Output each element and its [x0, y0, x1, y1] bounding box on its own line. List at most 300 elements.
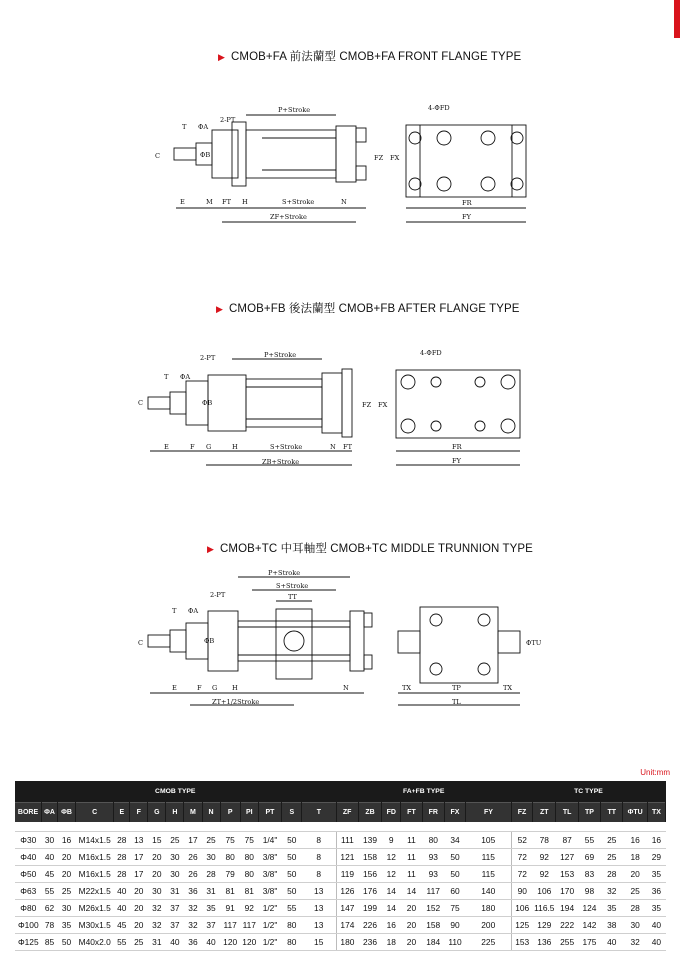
fb-t: T: [164, 373, 169, 381]
table-cell: 153: [511, 934, 532, 951]
section-title-fa: [218, 48, 521, 64]
table-cell: 18: [382, 934, 401, 951]
table-cell: 158: [422, 917, 444, 934]
table-cell: 180: [466, 900, 512, 917]
table-cell: 147: [336, 900, 358, 917]
column-header: FX: [444, 803, 465, 823]
table-cell: 25: [623, 883, 647, 900]
tc-p-stroke: P+Stroke: [268, 569, 301, 577]
table-cell: 13: [130, 832, 148, 849]
tc-zt: ZT+1/2Stroke: [212, 698, 260, 706]
fb-phia: ΦA: [180, 373, 191, 381]
table-cell: 79: [220, 866, 240, 883]
table-cell: 13: [302, 883, 336, 900]
fb-fr: FR: [452, 443, 462, 451]
column-header-row: [15, 803, 666, 823]
drawing-fb: [0, 345, 680, 475]
table-cell: 80: [282, 917, 302, 934]
table-spacer-row: [15, 822, 666, 832]
table-cell: 69: [578, 849, 600, 866]
tc-c: C: [138, 639, 144, 647]
table-cell: 30: [623, 917, 647, 934]
table-cell: 75: [220, 832, 240, 849]
table-cell: 120: [240, 934, 258, 951]
table-cell: 115: [466, 866, 512, 883]
column-header: F: [130, 803, 148, 823]
spec-table: [15, 781, 666, 951]
table-cell: 40: [647, 934, 665, 951]
table-cell: 75: [240, 832, 258, 849]
column-header: H: [166, 803, 184, 823]
fb-n: N: [330, 443, 336, 451]
column-header: TX: [647, 803, 665, 823]
table-cell: 20: [148, 849, 166, 866]
tc-s-stroke: S+Stroke: [276, 582, 309, 590]
table-cell: 20: [401, 917, 422, 934]
column-header: FZ: [511, 803, 532, 823]
table-cell: 28: [623, 900, 647, 917]
table-cell: 50: [444, 849, 465, 866]
table-cell: 30: [58, 900, 76, 917]
fb-fz: FZ: [362, 401, 372, 409]
table-cell: 15: [148, 832, 166, 849]
column-header: PI: [240, 803, 258, 823]
table-cell: Φ40: [15, 849, 42, 866]
table-cell: 20: [401, 934, 422, 951]
drawing-fa: [0, 95, 680, 235]
section-arrow-icon: ▶: [218, 52, 226, 62]
table-cell: 174: [336, 917, 358, 934]
table-cell: 80: [240, 849, 258, 866]
table-cell: 55: [578, 832, 600, 849]
table-cell: 13: [302, 900, 336, 917]
table-row: [15, 866, 666, 883]
table-cell: 125: [511, 917, 532, 934]
table-cell: 36: [647, 883, 665, 900]
fa-c: C: [155, 152, 161, 160]
table-cell: 1/2": [258, 934, 281, 951]
table-cell: 50: [58, 934, 76, 951]
fb-ft: FT: [343, 443, 352, 451]
table-cell: 105: [466, 832, 512, 849]
fb-g: G: [206, 443, 212, 451]
table-cell: 81: [240, 883, 258, 900]
table-cell: 180: [336, 934, 358, 951]
table-cell: 106: [533, 883, 556, 900]
table-cell: 80: [240, 866, 258, 883]
table-cell: 50: [444, 866, 465, 883]
table-cell: 40: [42, 849, 58, 866]
table-cell: 55: [42, 883, 58, 900]
table-cell: 40: [114, 900, 130, 917]
table-cell: 50: [282, 883, 302, 900]
section-arrow-icon: ▶: [207, 544, 215, 554]
fa-fx: FX: [390, 154, 400, 162]
table-cell: 20: [130, 917, 148, 934]
table-cell: 194: [556, 900, 578, 917]
column-header: ZT: [533, 803, 556, 823]
column-header: E: [114, 803, 130, 823]
fa-fy: FY: [462, 213, 471, 221]
table-cell: 78: [533, 832, 556, 849]
table-cell: 117: [220, 917, 240, 934]
drawing-tc: [0, 565, 680, 715]
table-cell: 37: [166, 900, 184, 917]
tc-t: T: [172, 607, 177, 615]
table-cell: 72: [511, 849, 532, 866]
table-cell: 17: [130, 866, 148, 883]
fa-m: M: [206, 198, 213, 206]
table-cell: 28: [202, 866, 220, 883]
table-cell: 28: [114, 832, 130, 849]
table-cell: 120: [220, 934, 240, 951]
table-cell: 9: [382, 832, 401, 849]
column-header: FT: [401, 803, 422, 823]
fb-4fd: 4-ΦFD: [420, 349, 442, 357]
table-cell: 80: [422, 832, 444, 849]
table-row: [15, 917, 666, 934]
table-cell: 45: [42, 866, 58, 883]
table-cell: 55: [114, 934, 130, 951]
table-cell: 1/4": [258, 832, 281, 849]
fa-n: N: [341, 198, 347, 206]
column-header: FR: [422, 803, 444, 823]
column-header: FD: [382, 803, 401, 823]
table-cell: 110: [444, 934, 465, 951]
table-cell: 93: [422, 866, 444, 883]
table-cell: 92: [533, 866, 556, 883]
column-header: BORE: [15, 803, 42, 823]
table-cell: 80: [282, 934, 302, 951]
column-header: ZB: [358, 803, 381, 823]
fb-phib: ΦB: [202, 399, 213, 407]
fa-h: H: [242, 198, 248, 206]
table-cell: 136: [533, 934, 556, 951]
table-cell: 26: [184, 866, 202, 883]
table-cell: 225: [466, 934, 512, 951]
column-header: G: [148, 803, 166, 823]
table-cell: 35: [647, 866, 665, 883]
table-cell: 92: [533, 849, 556, 866]
table-cell: 140: [466, 883, 512, 900]
fb-c: C: [138, 399, 144, 407]
table-cell: 28: [114, 866, 130, 883]
table-cell: 25: [202, 832, 220, 849]
column-header: FY: [466, 803, 512, 823]
column-header: ZF: [336, 803, 358, 823]
table-cell: 81: [220, 883, 240, 900]
table-cell: 75: [444, 900, 465, 917]
section-title-tc: [207, 540, 533, 556]
table-cell: 1/2": [258, 917, 281, 934]
tc-tt: TT: [288, 593, 297, 601]
column-header: ΦB: [58, 803, 76, 823]
tc-tx-left: TX: [402, 684, 412, 692]
table-cell: 14: [401, 883, 422, 900]
table-cell: 20: [148, 866, 166, 883]
table-cell: 20: [58, 866, 76, 883]
fa-2pt: 2-PT: [220, 116, 236, 124]
tc-phib: ΦB: [204, 637, 215, 645]
fb-p-stroke: P+Stroke: [264, 351, 297, 359]
table-cell: 12: [382, 866, 401, 883]
table-row: [15, 832, 666, 849]
table-cell: 35: [58, 917, 76, 934]
table-cell: 55: [282, 900, 302, 917]
table-cell: 17: [184, 832, 202, 849]
section-title-fb: [216, 300, 520, 316]
table-cell: Φ50: [15, 866, 42, 883]
table-cell: 40: [202, 934, 220, 951]
fb-e: E: [164, 443, 169, 451]
table-cell: 30: [148, 883, 166, 900]
table-cell: 31: [166, 883, 184, 900]
table-cell: 14: [382, 900, 401, 917]
table-cell: 153: [556, 866, 578, 883]
table-cell: 12: [382, 849, 401, 866]
table-cell: 30: [42, 832, 58, 849]
tc-tl: TL: [452, 698, 461, 706]
table-cell: 156: [358, 866, 381, 883]
table-cell: M40x2.0: [76, 934, 114, 951]
table-cell: 30: [202, 849, 220, 866]
table-cell: 31: [202, 883, 220, 900]
table-row: [15, 849, 666, 866]
table-cell: Φ30: [15, 832, 42, 849]
table-cell: 222: [556, 917, 578, 934]
table-cell: Φ80: [15, 900, 42, 917]
fa-ft: FT: [222, 198, 231, 206]
table-cell: M26x1.5: [76, 900, 114, 917]
fa-fr: FR: [462, 199, 472, 207]
table-cell: Φ125: [15, 934, 42, 951]
table-cell: 40: [114, 883, 130, 900]
unit-label: Unit:mm: [640, 768, 670, 777]
section-title-tc-text: CMOB+TC 中耳軸型 CMOB+TC MIDDLE TRUNNION TYPE: [220, 543, 533, 555]
tc-f: F: [197, 684, 202, 692]
table-cell: 90: [444, 917, 465, 934]
table-row: [15, 883, 666, 900]
table-cell: 20: [130, 900, 148, 917]
table-cell: M16x1.5: [76, 849, 114, 866]
page-edge-marker: [674, 0, 680, 38]
table-cell: 32: [601, 883, 623, 900]
table-cell: 32: [184, 900, 202, 917]
table-cell: 80: [220, 849, 240, 866]
table-cell: 91: [220, 900, 240, 917]
tc-phitu: ΦTU: [526, 639, 542, 647]
table-cell: 11: [401, 866, 422, 883]
table-cell: 199: [358, 900, 381, 917]
table-cell: 115: [466, 849, 512, 866]
table-cell: 226: [358, 917, 381, 934]
table-cell: 35: [202, 900, 220, 917]
table-row: [15, 934, 666, 951]
table-cell: 184: [422, 934, 444, 951]
fa-e: E: [180, 198, 185, 206]
table-cell: 37: [166, 917, 184, 934]
table-cell: 200: [466, 917, 512, 934]
fa-t: T: [182, 123, 187, 131]
table-cell: 127: [556, 849, 578, 866]
table-cell: 14: [382, 883, 401, 900]
table-cell: 25: [601, 849, 623, 866]
column-header: T: [302, 803, 336, 823]
group-header-cmob: CMOB TYPE: [15, 781, 336, 803]
table-cell: 50: [282, 832, 302, 849]
table-cell: 34: [444, 832, 465, 849]
table-cell: 158: [358, 849, 381, 866]
table-cell: 20: [58, 849, 76, 866]
table-cell: 72: [511, 866, 532, 883]
table-cell: 31: [148, 934, 166, 951]
table-cell: 30: [166, 866, 184, 883]
table-cell: 28: [601, 866, 623, 883]
fb-s-stroke: S+Stroke: [270, 443, 303, 451]
table-cell: 111: [336, 832, 358, 849]
table-cell: 236: [358, 934, 381, 951]
table-cell: 20: [401, 900, 422, 917]
fa-4fd: 4-ΦFD: [428, 104, 450, 112]
tc-n: N: [343, 684, 349, 692]
table-cell: 28: [114, 849, 130, 866]
tc-h: H: [232, 684, 238, 692]
table-cell: 32: [148, 917, 166, 934]
table-cell: 25: [601, 832, 623, 849]
fb-2pt: 2-PT: [200, 354, 216, 362]
table-cell: 98: [578, 883, 600, 900]
column-header: ΦA: [42, 803, 58, 823]
table-row: [15, 900, 666, 917]
fa-s-stroke: S+Stroke: [282, 198, 315, 206]
column-header: PT: [258, 803, 281, 823]
table-cell: 93: [422, 849, 444, 866]
table-cell: 40: [166, 934, 184, 951]
fa-fz: FZ: [374, 154, 384, 162]
table-cell: 170: [556, 883, 578, 900]
table-cell: 38: [601, 917, 623, 934]
table-cell: 87: [556, 832, 578, 849]
table-cell: 117: [422, 883, 444, 900]
section-title-fa-text: CMOB+FA 前法蘭型 CMOB+FA FRONT FLANGE TYPE: [231, 51, 522, 63]
table-cell: 176: [358, 883, 381, 900]
table-cell: 119: [336, 866, 358, 883]
table-cell: Φ63: [15, 883, 42, 900]
table-cell: 78: [42, 917, 58, 934]
tc-tp: TP: [452, 684, 461, 692]
table-cell: 17: [130, 849, 148, 866]
table-cell: 8: [302, 866, 336, 883]
fb-f: F: [190, 443, 195, 451]
table-cell: 16: [647, 832, 665, 849]
column-header: TL: [556, 803, 578, 823]
column-header: C: [76, 803, 114, 823]
column-header: TP: [578, 803, 600, 823]
table-cell: 13: [302, 917, 336, 934]
table-cell: 36: [184, 883, 202, 900]
table-cell: M16x1.5: [76, 866, 114, 883]
fa-zf-stroke: ZF+Stroke: [270, 213, 307, 221]
table-cell: 15: [302, 934, 336, 951]
table-cell: 16: [382, 917, 401, 934]
column-header: TT: [601, 803, 623, 823]
table-cell: 37: [202, 917, 220, 934]
tc-g: G: [212, 684, 218, 692]
table-cell: 35: [601, 900, 623, 917]
fb-h: H: [232, 443, 238, 451]
table-cell: 25: [58, 883, 76, 900]
table-cell: 32: [184, 917, 202, 934]
table-cell: 32: [148, 900, 166, 917]
table-cell: 117: [240, 917, 258, 934]
fb-fx: FX: [378, 401, 388, 409]
table-cell: 142: [578, 917, 600, 934]
table-cell: 25: [166, 832, 184, 849]
table-cell: 26: [184, 849, 202, 866]
table-cell: 18: [623, 849, 647, 866]
table-cell: 116.5: [533, 900, 556, 917]
section-arrow-icon: ▶: [216, 304, 224, 314]
table-cell: 1/2": [258, 900, 281, 917]
table-cell: Φ100: [15, 917, 42, 934]
table-cell: 8: [302, 849, 336, 866]
tc-tx-right: TX: [503, 684, 513, 692]
group-header-tc: TC TYPE: [511, 781, 665, 803]
table-cell: 8: [302, 832, 336, 849]
table-cell: M30x1.5: [76, 917, 114, 934]
column-header: ΦTU: [623, 803, 647, 823]
table-cell: 60: [444, 883, 465, 900]
table-cell: 3/8": [258, 866, 281, 883]
fb-fy: FY: [452, 457, 461, 465]
table-cell: 32: [623, 934, 647, 951]
table-cell: 129: [533, 917, 556, 934]
table-cell: 139: [358, 832, 381, 849]
table-cell: 92: [240, 900, 258, 917]
table-cell: 30: [166, 849, 184, 866]
table-cell: 121: [336, 849, 358, 866]
table-cell: 25: [130, 934, 148, 951]
table-cell: 62: [42, 900, 58, 917]
table-cell: 3/8": [258, 849, 281, 866]
table-cell: 126: [336, 883, 358, 900]
column-header: M: [184, 803, 202, 823]
table-cell: 11: [401, 849, 422, 866]
table-cell: 36: [184, 934, 202, 951]
group-header-fafb: FA+FB TYPE: [336, 781, 511, 803]
table-cell: 20: [623, 866, 647, 883]
tc-e: E: [172, 684, 177, 692]
column-header: N: [202, 803, 220, 823]
column-header: P: [220, 803, 240, 823]
table-cell: 90: [511, 883, 532, 900]
table-cell: 175: [578, 934, 600, 951]
table-cell: 85: [42, 934, 58, 951]
fa-p-stroke: P+Stroke: [278, 106, 311, 114]
table-cell: 50: [282, 866, 302, 883]
table-cell: 124: [578, 900, 600, 917]
table-cell: 106: [511, 900, 532, 917]
table-cell: 20: [130, 883, 148, 900]
table-cell: 35: [647, 900, 665, 917]
table-cell: M22x1.5: [76, 883, 114, 900]
table-cell: 3/8": [258, 883, 281, 900]
fb-zb-stroke: ZB+Stroke: [262, 458, 300, 466]
table-cell: 152: [422, 900, 444, 917]
table-cell: 40: [601, 934, 623, 951]
table-cell: 40: [647, 917, 665, 934]
fa-phib: ΦB: [200, 151, 211, 159]
